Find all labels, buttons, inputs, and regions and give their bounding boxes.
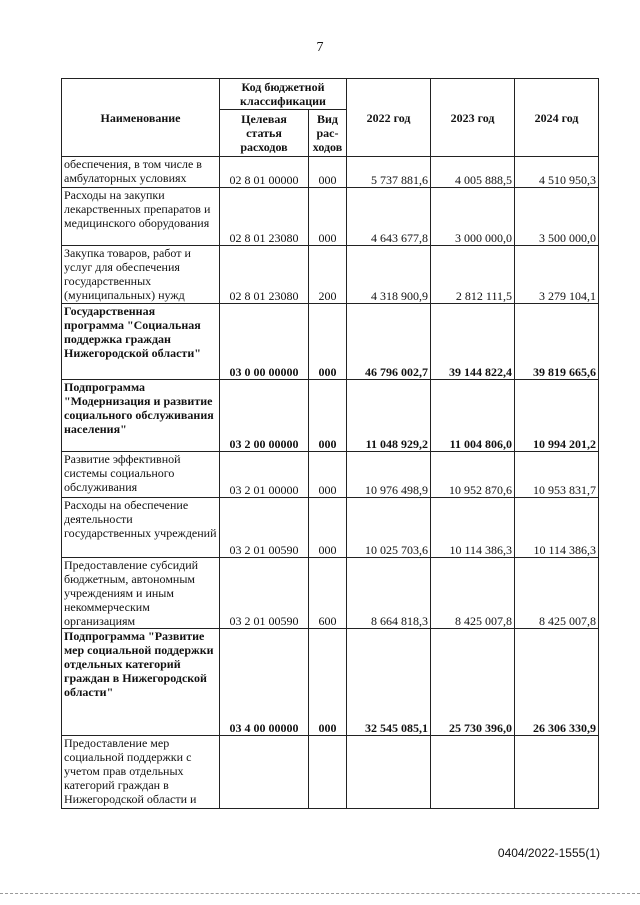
row-2022-cell: 8 664 818,3 (347, 558, 431, 629)
row-2023-cell: 11 004 806,0 (431, 380, 515, 452)
row-2022-cell: 11 048 929,2 (347, 380, 431, 452)
row-2022-cell: 4 318 900,9 (347, 246, 431, 304)
row-2022-cell: 5 737 881,6 (347, 157, 431, 188)
row-target-article-cell: 02 8 01 23080 (220, 188, 309, 246)
row-2024-cell: 8 425 007,8 (515, 558, 599, 629)
row-2023-cell: 10 952 870,6 (431, 452, 515, 498)
row-target-article-cell: 02 8 01 23080 (220, 246, 309, 304)
table-row (62, 558, 599, 629)
row-name-cell: Государственная программа "Социальная поддержка граждан Нижегородской области" (62, 304, 220, 380)
table-row (62, 452, 599, 498)
row-expense-kind-cell: 000 (309, 498, 347, 558)
row-2023-cell: 25 730 396,0 (431, 629, 515, 736)
header-name: Наименование (62, 79, 220, 157)
row-name-cell: Развитие эффективной системы социального обслуживания (62, 452, 220, 498)
row-name-cell: Подпрограмма "Модернизация и развитие социального обслуживания населения" (62, 380, 220, 452)
row-2024-cell: 10 114 386,3 (515, 498, 599, 558)
row-target-article-cell: 03 2 01 00590 (220, 498, 309, 558)
row-2022-cell: 10 976 498,9 (347, 452, 431, 498)
row-2024-cell: 3 500 000,0 (515, 188, 599, 246)
row-expense-kind-cell: 000 (309, 304, 347, 380)
row-name-cell: Расходы на обеспечение деятельности государственных учреждений (62, 498, 220, 558)
row-2023-cell: 39 144 822,4 (431, 304, 515, 380)
row-2023-cell: 10 114 386,3 (431, 498, 515, 558)
row-2024-cell: 26 306 330,9 (515, 629, 599, 736)
row-2023-cell: 2 812 111,5 (431, 246, 515, 304)
budget-table (61, 78, 599, 809)
table-row (62, 629, 599, 736)
footer-divider (0, 893, 640, 895)
row-target-article-cell: 03 4 00 00000 (220, 629, 309, 736)
row-2023-cell (431, 736, 515, 809)
row-target-article-cell (220, 736, 309, 809)
header-year-2022: 2022 год (347, 79, 431, 157)
row-target-article-cell: 03 2 00 00000 (220, 380, 309, 452)
row-expense-kind-cell: 000 (309, 452, 347, 498)
table-row (62, 304, 599, 380)
table-row (62, 380, 599, 452)
header-year-2023: 2023 год (431, 79, 515, 157)
table-row (62, 157, 599, 188)
row-expense-kind-cell: 000 (309, 380, 347, 452)
table-row (62, 246, 599, 304)
row-2024-cell (515, 736, 599, 809)
row-expense-kind-cell: 200 (309, 246, 347, 304)
row-2022-cell: 10 025 703,6 (347, 498, 431, 558)
row-target-article-cell: 03 2 01 00000 (220, 452, 309, 498)
row-2023-cell: 4 005 888,5 (431, 157, 515, 188)
table-row (62, 736, 599, 809)
row-name-cell: Предоставление субсидий бюджетным, автономным учреждениям и иным некоммерческим организациям (62, 558, 220, 629)
row-2022-cell: 4 643 677,8 (347, 188, 431, 246)
row-2023-cell: 3 000 000,0 (431, 188, 515, 246)
row-2022-cell: 32 545 085,1 (347, 629, 431, 736)
row-target-article-cell: 02 8 01 00000 (220, 157, 309, 188)
row-expense-kind-cell (309, 736, 347, 809)
row-expense-kind-cell: 000 (309, 157, 347, 188)
header-code-group: Код бюджетной классификации (220, 79, 347, 110)
row-target-article-cell: 03 0 00 00000 (220, 304, 309, 380)
table-row (62, 498, 599, 558)
row-name-cell: Предоставление мер социальной поддержки с учетом прав отдельных категорий граждан в Нижегородской области и (62, 736, 220, 809)
table-row (62, 188, 599, 246)
row-expense-kind-cell: 600 (309, 558, 347, 629)
row-2022-cell (347, 736, 431, 809)
row-name-cell: обеспечения, в том числе в амбулаторных условиях (62, 157, 220, 188)
row-2024-cell: 3 279 104,1 (515, 246, 599, 304)
header-expense-kind: Вид рас-ходов (309, 110, 347, 157)
row-name-cell: Закупка товаров, работ и услуг для обеспечения государственных (муниципальных) нужд (62, 246, 220, 304)
page-number: 7 (316, 40, 324, 55)
header-year-2024: 2024 год (515, 79, 599, 157)
row-2024-cell: 10 994 201,2 (515, 380, 599, 452)
row-name-cell: Подпрограмма "Развитие мер социальной поддержки отдельных категорий граждан в Нижегородской области" (62, 629, 220, 736)
row-target-article-cell: 03 2 01 00590 (220, 558, 309, 629)
row-expense-kind-cell: 000 (309, 629, 347, 736)
row-name-cell: Расходы на закупки лекарственных препаратов и медицинского оборудования (62, 188, 220, 246)
row-2024-cell: 39 819 665,6 (515, 304, 599, 380)
row-2024-cell: 4 510 950,3 (515, 157, 599, 188)
row-expense-kind-cell: 000 (309, 188, 347, 246)
row-2023-cell: 8 425 007,8 (431, 558, 515, 629)
row-2022-cell: 46 796 002,7 (347, 304, 431, 380)
document-id: 0404/2022-1555(1) (497, 846, 600, 860)
header-target-article: Целевая статья расходов (220, 110, 309, 157)
row-2024-cell: 10 953 831,7 (515, 452, 599, 498)
